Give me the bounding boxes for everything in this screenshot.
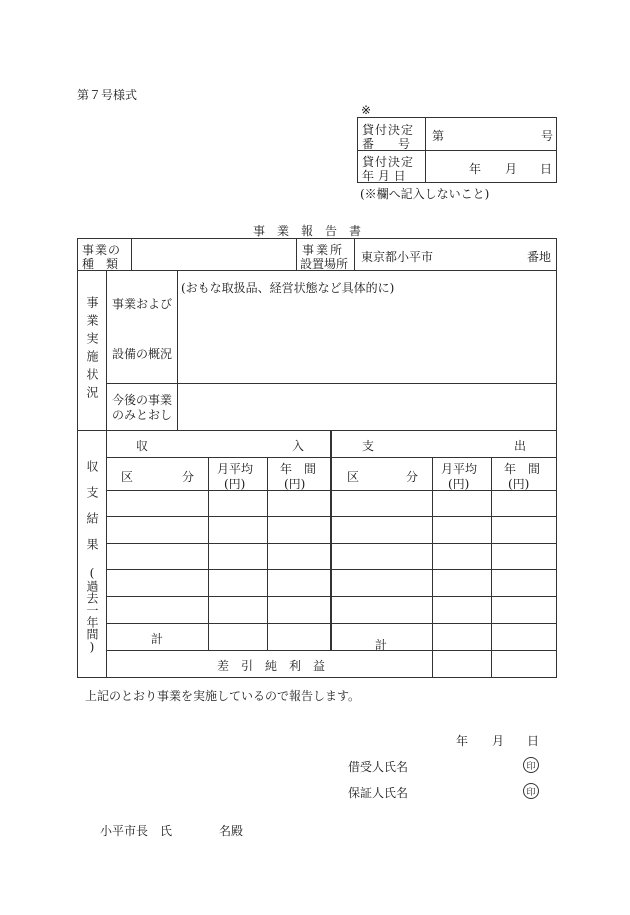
business-type-label-2: 種 類 <box>82 257 119 271</box>
loan-number-suffix: 号 <box>541 129 554 143</box>
location-city: 東京都小平市 <box>361 250 434 264</box>
expense-total-label: 計 <box>375 638 388 652</box>
expense-annual-2: (円) <box>508 477 530 491</box>
expense-annual-1: 年 間 <box>504 462 541 476</box>
loan-number-label-2: 番 号 <box>362 137 411 151</box>
loan-date-year: 年 <box>469 162 482 176</box>
expense-header-1: 支 <box>362 439 375 453</box>
expense-division-2: 分 <box>406 470 419 484</box>
overview-hint: (おもな取扱品、経営状態など具体的に) <box>181 281 395 295</box>
income-annual-2: (円) <box>284 477 306 491</box>
finance-section-sub: (過去一年間) <box>85 566 99 654</box>
office-use-note: (※欄へ記入しないこと) <box>360 187 490 201</box>
expense-header-2: 出 <box>514 439 527 453</box>
expense-division-1: 区 <box>347 470 360 484</box>
loan-date-month: 月 <box>505 162 518 176</box>
income-monthly-avg-1: 月平均 <box>217 462 254 476</box>
income-division-2: 分 <box>182 470 195 484</box>
statement-text: 上記のとおり事業を実施しているので報告します。 <box>85 689 361 703</box>
loan-date-day: 日 <box>540 162 553 176</box>
income-annual-1: 年 間 <box>280 462 317 476</box>
outlook-label-1: 今後の事業 <box>112 393 173 407</box>
income-header-2: 入 <box>292 439 305 453</box>
report-date-year: 年 <box>456 734 469 748</box>
guarantor-seal-mark: 印 <box>523 783 539 799</box>
income-monthly-avg-2: (円) <box>224 477 246 491</box>
net-profit-label: 差 引 純 利 益 <box>217 659 326 673</box>
location-label-1: 事業所 <box>302 243 345 257</box>
income-division-1: 区 <box>121 470 134 484</box>
addressee-mayor: 小平市長 氏 <box>100 824 173 838</box>
business-type-label-1: 事業の <box>82 243 122 257</box>
borrower-label: 借受人氏名 <box>348 760 409 774</box>
guarantor-label: 保証人氏名 <box>348 786 409 800</box>
overview-label-2: 設備の概況 <box>112 347 173 361</box>
income-header-1: 収 <box>136 439 149 453</box>
loan-date-label-2: 年 月 日 <box>362 169 406 183</box>
office-use-mark: ※ <box>361 103 372 117</box>
finance-section-label: 収支結果 <box>85 460 99 564</box>
location-label-2: 設置場所 <box>300 257 349 271</box>
expense-monthly-avg-1: 月平均 <box>441 462 478 476</box>
expense-monthly-avg-2: (円) <box>448 477 470 491</box>
loan-number-prefix: 第 <box>432 129 445 143</box>
report-date-day: 日 <box>527 734 540 748</box>
income-total-label: 計 <box>151 632 164 646</box>
document-title: 事 業 報 告 書 <box>253 224 362 238</box>
loan-date-label-1: 貸付決定 <box>362 155 415 169</box>
form-number: 第７号様式 <box>77 88 138 102</box>
outlook-label-2: のみとおし <box>112 408 173 422</box>
loan-number-label-1: 貸付決定 <box>362 123 415 137</box>
overview-label-1: 事業および <box>112 297 173 311</box>
status-section-label: 事業実施状況 <box>85 296 99 404</box>
borrower-seal-mark: 印 <box>523 757 539 773</box>
location-suffix: 番地 <box>527 250 552 264</box>
addressee-title: 名殿 <box>219 824 244 838</box>
report-date-month: 月 <box>492 734 505 748</box>
